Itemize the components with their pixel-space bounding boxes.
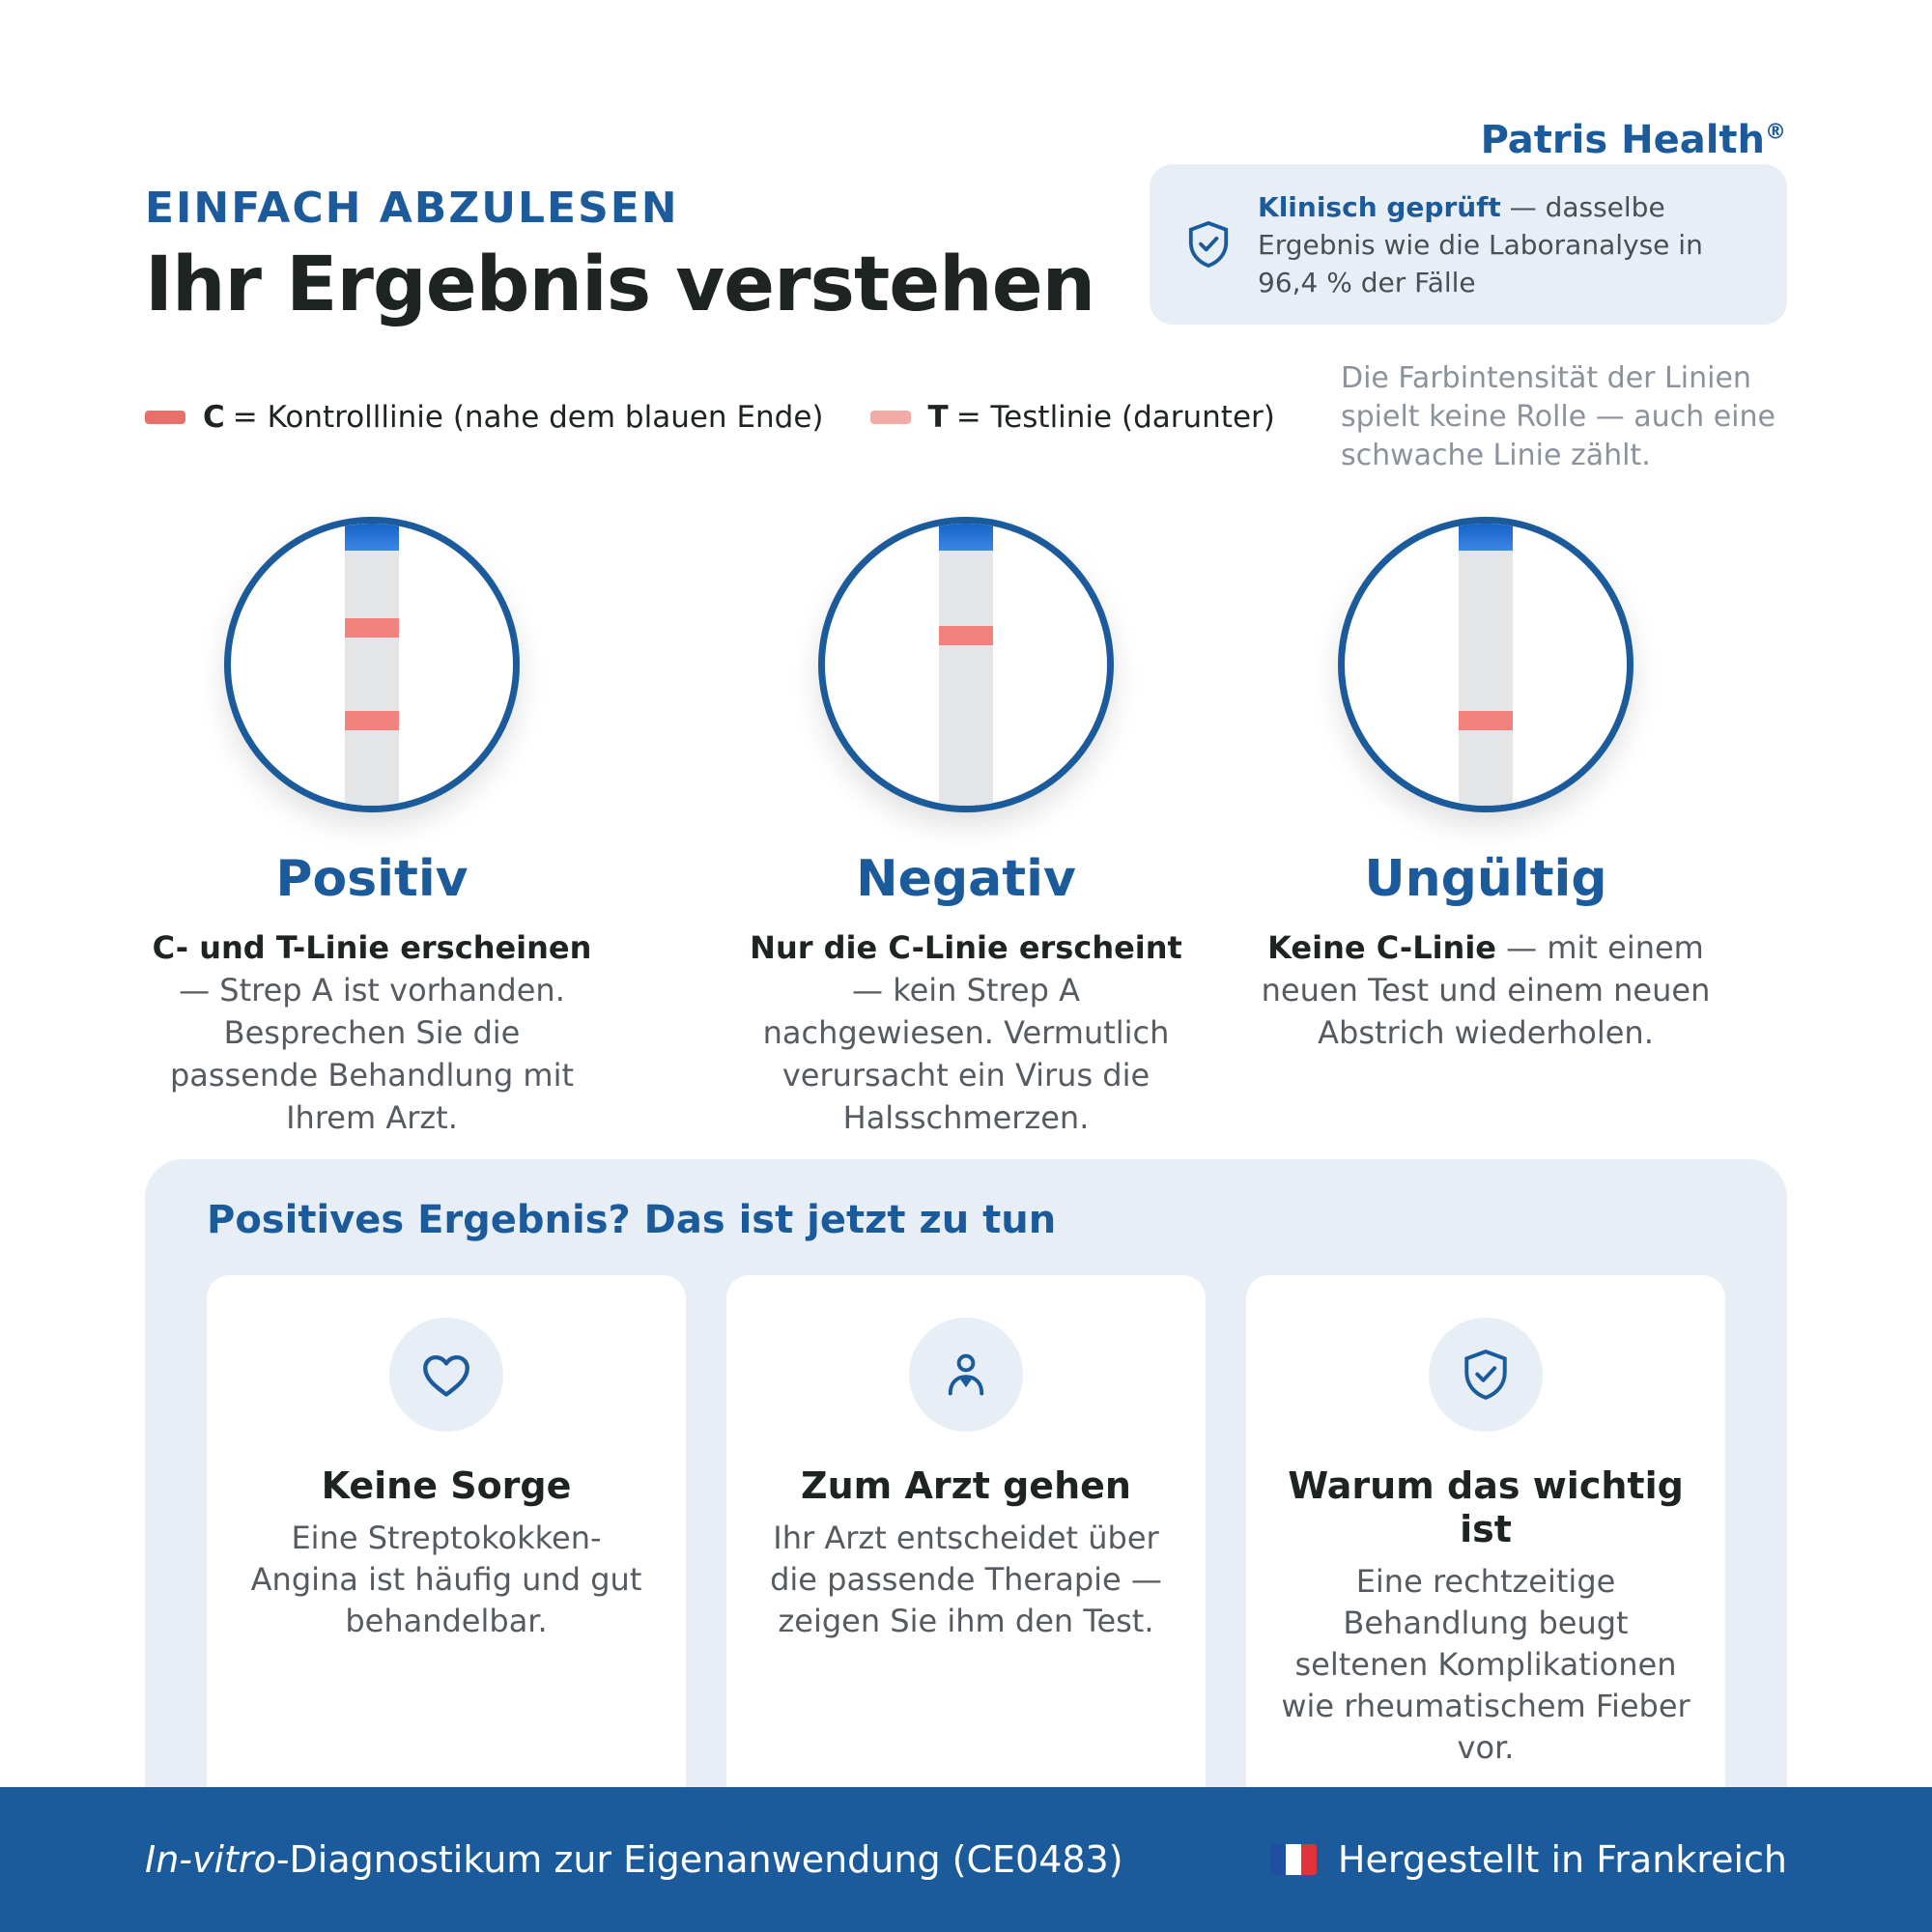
doctor-icon [941,1350,991,1400]
c-line-swatch [145,411,185,424]
result-title: Negativ [856,850,1076,908]
c-line [345,618,399,638]
ivd-note: In-vitro-Diagnostikum zur Eigenanwendung (CE0483) [145,1838,1123,1881]
test-strip-illustration [224,517,520,812]
t-line-swatch [870,411,911,424]
strip-blue-end [1459,524,1513,551]
test-strip-illustration [1338,517,1634,812]
strip-blue-end [939,524,993,551]
legend [145,400,1321,435]
clinical-badge [1150,164,1787,325]
eyebrow-label: EINFACH ABZULESEN [145,184,679,233]
results-row [145,517,1787,1145]
clinical-text: Klinisch geprüft — dasselbe Ergebnis wie die Laboranalyse in 96,4 % der Fälle [1258,190,1703,298]
card-text: Eine rechtzeitige Behandlung beugt seltenen Komplikationen wie rheumatischem Fieber vor. [1281,1563,1690,1766]
legend-c: C = Kontrolllinie (nahe dem blauen Ende) [145,400,824,435]
card-title: Keine Sorge [321,1464,572,1507]
result-description: Keine C-Linie — mit einem neuen Test und einem neuen Abstrich wiederholen. [1261,929,1711,1051]
result-positive [145,517,599,1139]
made-in: Hergestellt in Frankreich [1270,1838,1787,1881]
test-strip [345,524,399,806]
test-strip-illustration [818,517,1114,812]
t-line [345,711,399,730]
c-line [939,626,993,645]
card-title: Zum Arzt gehen [801,1464,1131,1507]
legend-note: Die Farbintensität der Linien spielt keine Rolle — auch eine schwache Linie zählt. [1341,361,1776,472]
page-title: Ihr Ergebnis verstehen [145,242,1095,328]
result-title: Positiv [275,850,469,908]
panel-title: Positives Ergebnis? Das ist jetzt zu tun [207,1198,1057,1242]
french-flag-icon [1270,1844,1317,1875]
test-strip [939,524,993,806]
t-line [1459,711,1513,730]
card-title: Warum das wichtig ist [1288,1464,1684,1550]
result-invalid [1259,517,1713,1054]
card-keine-sorge [207,1275,686,1816]
legend-t: T = Testlinie (darunter) [870,400,1275,435]
result-description: Nur die C-Linie erscheint — kein Strep A nachgewiesen. Vermutlich verursacht ein Virus die Halsschmerzen. [750,929,1182,1136]
shield-check-icon [1462,1349,1510,1401]
result-description: C- und T-Linie erscheinen — Strep A ist vorhanden. Besprechen Sie die passende Behandlung mit Ihrem Arzt. [152,929,592,1136]
card-zum-arzt [726,1275,1206,1816]
footer-bar [0,1787,1932,1932]
heart-icon [418,1347,474,1403]
card-text: Eine Streptokokken-Angina ist häufig und gut behandelbar. [250,1520,642,1639]
strip-blue-end [345,524,399,551]
result-title: Ungültig [1364,850,1607,908]
card-warum-wichtig [1246,1275,1725,1816]
next-steps-panel [145,1159,1787,1816]
card-text: Ihr Arzt entscheidet über die passende Therapie — zeigen Sie ihm den Test. [770,1520,1162,1639]
test-strip [1459,524,1513,806]
brand-logo: Patris Health® [1480,118,1786,162]
result-negative [739,517,1193,1139]
shield-check-icon [1186,219,1231,270]
